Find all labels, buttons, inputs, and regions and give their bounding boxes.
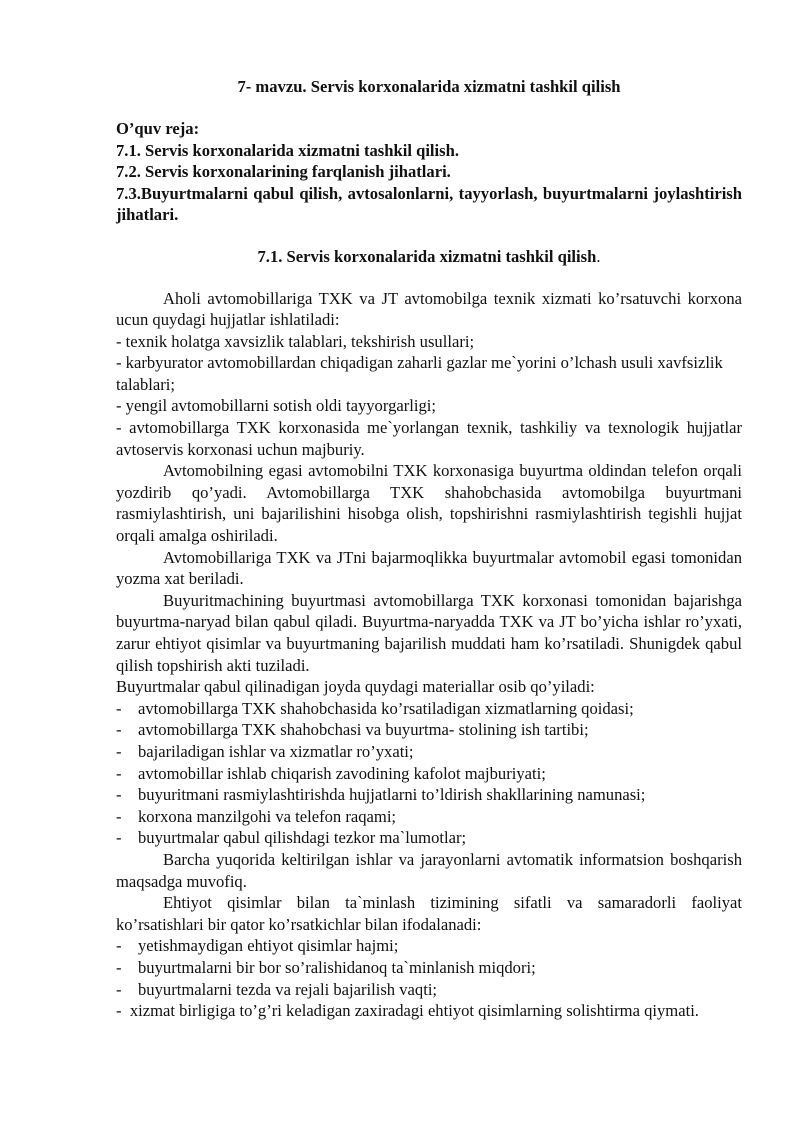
indicator-list-item — [116, 957, 742, 979]
list-item-text: yetishmaydigan ehtiyot qisimlar hajmi; — [138, 936, 399, 956]
study-plan-item: 7.1. Servis korxonalarida xizmatni tashkil qilish. — [116, 140, 459, 160]
materials-list-item — [116, 763, 742, 785]
spacer — [116, 226, 742, 246]
materials-list-item — [116, 806, 742, 828]
intro-paragraph: Aholi avtomobillariga TXK va JT avtomobilga texnik xizmati ko’rsatuvchi korxona ucun quydagi hujjatlar ishlatiladi: — [116, 288, 742, 330]
bullet-marker: - — [116, 828, 122, 848]
automation-paragraph: Barcha yuqorida keltirilgan ishlar va jarayonlarni avtomatik informatsion boshqarish maqsadga muvofiq. — [116, 849, 742, 891]
doc-requirement: - karbyurator avtomobillardan chiqadigan zaharli gazlar me`yorini o’lchash usuli xavfsizlik talablari; — [116, 353, 723, 394]
bullet-marker: - — [116, 698, 122, 718]
list-item-text: avtomobillarga TXK shahobchasi va buyurtma- stolining ish tartibi; — [138, 720, 589, 740]
section-title-period: . — [596, 246, 601, 266]
document-page — [116, 76, 742, 1022]
bullet-marker: - — [116, 979, 122, 999]
materials-list-item — [116, 719, 742, 741]
bullet-marker: - — [116, 785, 122, 805]
list-item-text: korxona manzilgohi va telefon raqami; — [138, 806, 397, 826]
document-title: 7- mavzu. Servis korxonalarida xizmatni tashkil qilish — [237, 77, 621, 96]
list-item-text: buyurtmalarni tezda va rejali bajarilish vaqti; — [138, 979, 438, 999]
indicator-list-item — [116, 979, 742, 1001]
materials-list-item — [116, 827, 742, 849]
materials-list-item — [116, 784, 742, 806]
spare-parts-paragraph: Ehtiyot qisimlar bilan ta`minlash tizimining sifatli va samaradorli faoliyat ko’rsatishlari bir qator ko’rsatkichlar bilan ifodalanadi: — [116, 893, 742, 934]
bullet-marker: - — [116, 741, 122, 761]
bullet-marker: - — [116, 806, 122, 826]
bullet-marker: - — [116, 1001, 122, 1021]
customer-order-paragraph: Buyuritmachining buyurtmasi avtomobillarga TXK korxonasi tomonidan bajarishga buyurtma-naryad bilan qabul qiladi. Buyurtma-naryadda TXK va JT bo’yicha ishlar ro’yxati, zarur ehtiyot qisimlar va buyurtmaning bajarilish muddati ham ko’rsatiladi. Shunigdek qabul qilish topshirish akti tuziladi. — [116, 590, 742, 675]
bullet-marker: - — [116, 763, 122, 783]
study-plan-item: 7.3.Buyurtmalarni qabul qilish, avtosalonlarni, tayyorlash, buyurtmalarni joylashtirish jihatlari. — [116, 183, 742, 224]
materials-list-item — [116, 698, 742, 720]
list-item-text: avtomobillar ishlab chiqarish zavodining kafolot majburiyati; — [138, 763, 546, 783]
indicator-list-item — [116, 935, 742, 957]
study-plan-item: 7.2. Servis korxonalarining farqlanish jihatlari. — [116, 162, 451, 181]
materials-list-item — [116, 741, 742, 763]
materials-intro: Buyurtmalar qabul qilinadigan joyda quydagi materiallar osib qo’yiladi: — [116, 677, 595, 697]
section-title-text: 7.1. Servis korxonalarida xizmatni tashkil qilish — [257, 246, 597, 266]
bullet-marker: - — [116, 720, 122, 740]
doc-requirement: - avtomobillarga TXK korxonasida me`yorlangan texnik, tashkiliy va texnologik hujjatlar avtoservis korxonasi uchun majburiy. — [116, 418, 742, 459]
written-order-paragraph: Avtomobillariga TXK va JTni bajarmoqlikka buyurtmalar avtomobil egasi tomonidan yozma xat beriladi. — [116, 547, 742, 589]
owner-paragraph: Avtomobilning egasi avtomobilni TXK korxonasiga buyurtma oldindan telefon orqali yozdirib qo’yadi. Avtomobillarga TXK shahobchasida avtomobilga buyurtmani rasmiylashtirish, uni bajarilishini hisobga olish, topshirishni rasmiylashtirish tegishli hujjat orqali amalga oshiriladi. — [116, 461, 742, 546]
bullet-marker: - — [116, 957, 122, 977]
spacer — [116, 98, 742, 118]
list-item-text: buyuritmani rasmiylashtirishda hujjatlarni to’ldirish shakllarining namunasi; — [138, 785, 646, 805]
bullet-marker: - — [116, 936, 122, 956]
list-item-text: bajariladigan ishlar va xizmatlar ro’yxati; — [138, 741, 414, 761]
study-plan-heading: O’quv reja: — [116, 119, 200, 138]
study-plan — [116, 118, 742, 226]
list-item-text: xizmat birligiga to’g’ri keladigan zaxiradagi ehtiyot qisimlarning solishtirma qiymati. — [129, 1001, 699, 1021]
list-item-text: avtomobillarga TXK shahobchasida ko’rsatiladigan xizmatlarning qoidasi; — [138, 698, 634, 718]
list-item-text: buyurtmalarni bir bor so’ralishidanoq ta`minlanish miqdori; — [138, 957, 536, 977]
indicator-list-item — [116, 1000, 742, 1022]
doc-requirement: - yengil avtomobillarni sotish oldi tayyorgarligi; — [116, 396, 437, 416]
section-title — [116, 246, 742, 268]
spacer — [116, 268, 742, 288]
body-text — [116, 288, 742, 1022]
doc-requirement: - texnik holatga xavsizlik talablari, tekshirish usullari; — [116, 331, 475, 351]
list-item-text: buyurtmalar qabul qilishdagi tezkor ma`lumotlar; — [138, 828, 467, 848]
